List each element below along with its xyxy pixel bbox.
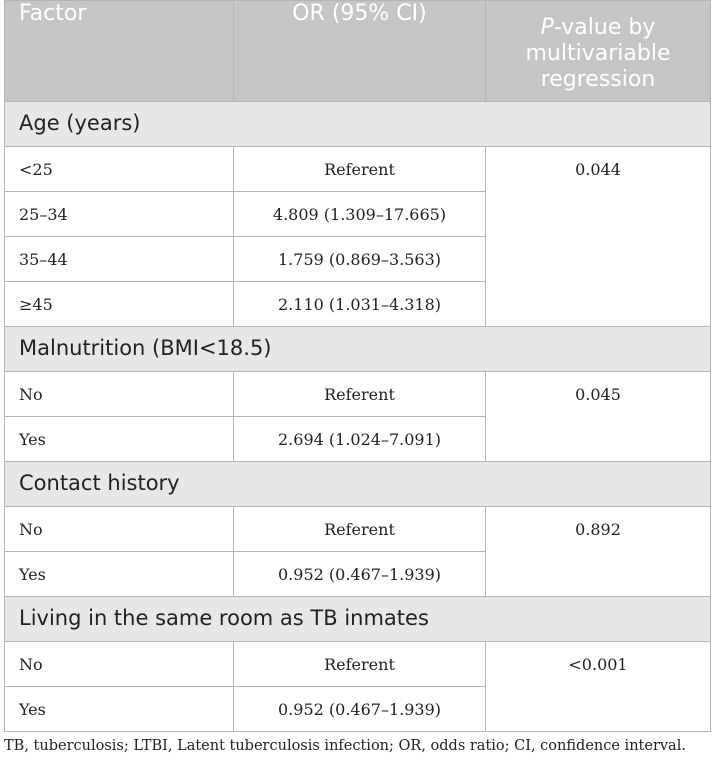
row-label: ≥45 (5, 282, 234, 327)
group-title: Living in the same room as TB inmates (5, 597, 711, 642)
header-p-line2: multivariable (525, 41, 671, 66)
row-label: Yes (5, 552, 234, 597)
table-row (5, 372, 711, 417)
table-row (5, 147, 711, 192)
row-label: 25–34 (5, 192, 234, 237)
row-or: 4.809 (1.309–17.665) (234, 192, 486, 237)
table-footnote: TB, tuberculosis; LTBI, Latent tuberculosis infection; OR, odds ratio; CI, confidence interval. (4, 738, 686, 754)
table-row (5, 507, 711, 552)
row-or: 0.952 (0.467–1.939) (234, 687, 486, 732)
header-p-rest: -value by (553, 15, 656, 40)
group-row (5, 462, 711, 507)
group-p-value: <0.001 (486, 642, 711, 732)
row-or: 1.759 (0.869–3.563) (234, 237, 486, 282)
row-label: No (5, 507, 234, 552)
table-row (5, 642, 711, 687)
group-title: Age (years) (5, 102, 711, 147)
group-p-value: 0.044 (486, 147, 711, 327)
group-row (5, 102, 711, 147)
row-or: Referent (234, 372, 486, 417)
group-row (5, 327, 711, 372)
row-or: 2.694 (1.024–7.091) (234, 417, 486, 462)
group-title: Malnutrition (BMI<18.5) (5, 327, 711, 372)
row-label: Yes (5, 417, 234, 462)
group-p-value: 0.892 (486, 507, 711, 597)
row-label: 35–44 (5, 237, 234, 282)
header-p-line3: regression (540, 67, 656, 92)
row-label: Yes (5, 687, 234, 732)
odds-ratio-table (4, 0, 711, 732)
row-label: No (5, 372, 234, 417)
row-or: Referent (234, 507, 486, 552)
group-title: Contact history (5, 462, 711, 507)
row-or: 0.952 (0.467–1.939) (234, 552, 486, 597)
header-or: OR (95% CI) (234, 1, 486, 102)
row-label: <25 (5, 147, 234, 192)
header-p-value (486, 1, 711, 102)
row-label: No (5, 642, 234, 687)
row-or: Referent (234, 147, 486, 192)
header-factor: Factor (5, 1, 234, 102)
header-p-italic: P (540, 15, 554, 40)
row-or: Referent (234, 642, 486, 687)
group-p-value: 0.045 (486, 372, 711, 462)
group-row (5, 597, 711, 642)
header-row (5, 1, 711, 102)
row-or: 2.110 (1.031–4.318) (234, 282, 486, 327)
